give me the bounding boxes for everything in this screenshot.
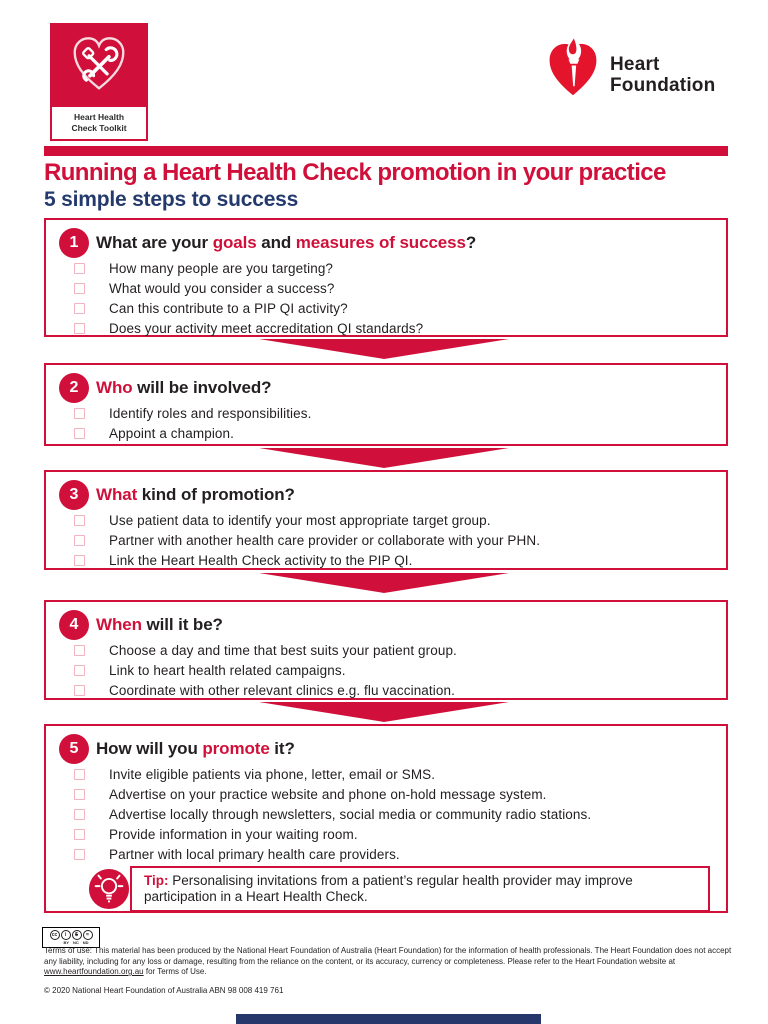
checkbox [74,428,85,439]
step-3-title [96,485,295,505]
step-3-box [44,470,728,570]
step-1-checklist [74,258,726,338]
checkbox [74,408,85,419]
step-3-title-part: kind of promotion? [137,485,295,504]
heart-tools-icon [63,28,135,100]
checklist-item [74,298,726,318]
checklist-item-label: How many people are you targeting? [109,260,334,276]
step-2-header [46,365,726,403]
toolkit-badge-label-line1: Heart Health [73,112,125,122]
step-1-title-part: What are your [96,233,213,252]
step-2-title-highlight: Who [96,378,133,397]
checklist-item-label: Choose a day and time that best suits your patient group. [109,642,457,658]
step-2-checklist [74,403,726,443]
step-2-title [96,378,271,398]
logo-line2: Foundation [610,75,716,96]
cc-icon: cc [50,930,60,940]
tip-callout [88,866,710,912]
step-4-title-part: will it be? [141,615,223,634]
step-2-number-badge: 2 [59,373,89,403]
step-1-title-highlight: measures of success [295,233,466,252]
checkbox [74,829,85,840]
step-4-number-badge: 4 [59,610,89,640]
next-page-edge [236,1014,541,1024]
checkbox [74,263,85,274]
checklist-item [74,844,726,864]
tip-text: Personalising invitations from a patient’s regular health provider may improve participation in a Heart Health Check. [144,873,633,904]
checklist-item-label: Link to heart health related campaigns. [109,662,346,678]
step-1-box [44,218,728,337]
checklist-item-label: Provide information in your waiting room. [109,826,358,842]
step-1-number-badge: 1 [59,228,89,258]
step-4-checklist [74,640,726,700]
checkbox [74,685,85,696]
checklist-item [74,764,726,784]
heart-torch-icon [546,36,600,104]
down-arrow-icon [259,339,509,359]
checklist-item [74,660,726,680]
down-arrow-icon [259,702,509,722]
step-5-number-badge: 5 [59,734,89,764]
checklist-item [74,530,726,550]
header-rule [44,146,728,156]
checklist-item [74,784,726,804]
cc-label-nc: NC [73,940,79,945]
checkbox [74,555,85,566]
checkbox [74,303,85,314]
step-1-title-part: and [256,233,296,252]
step-3-number-badge: 3 [59,480,89,510]
step-1-header [46,220,726,258]
checklist-item-label: Does your activity meet accreditation QI standards? [109,320,424,336]
step-4-title [96,615,223,635]
step-5-box [44,724,728,913]
cc-nd-icon: = [83,930,93,940]
checklist-item [74,318,726,338]
terms-text-suffix: for Terms of Use. [143,967,207,976]
step-1-title-part: ? [465,233,477,252]
cc-icons [50,930,93,940]
step-5-header [46,726,726,764]
step-5-title-part: How will you [96,739,203,758]
checklist-item-label: Partner with local primary health care providers. [109,846,400,862]
checklist-item [74,258,726,278]
heart-foundation-logo-text [610,54,715,104]
down-arrow-icon [259,573,509,593]
step-4-title-highlight: When [96,615,142,634]
step-3-title-highlight: What [96,485,138,504]
step-5-checklist [74,764,726,864]
checklist-item-label: Identify roles and responsibilities. [109,405,312,421]
checkbox [74,645,85,656]
checklist-item [74,680,726,700]
checklist-item-label: Link the Heart Health Check activity to the PIP QI. [109,552,413,568]
tip-label: Tip: [144,873,169,888]
checklist-item-label: Invite eligible patients via phone, letter, email or SMS. [109,766,436,782]
step-1-title-highlight: goals [212,233,257,252]
down-arrow-icon [259,448,509,468]
checklist-item [74,804,726,824]
toolkit-badge [50,23,148,141]
checkbox [74,283,85,294]
checklist-item [74,423,726,443]
checklist-item [74,824,726,844]
checklist-item-label: Coordinate with other relevant clinics e.g. flu vaccination. [109,682,455,698]
copyright-line: © 2020 National Heart Foundation of Australia ABN 98 008 419 761 [44,986,284,995]
step-4-header [46,602,726,640]
cc-label-by: BY [63,940,69,945]
cc-label-nd: ND [82,940,89,945]
checklist-item-label: Advertise on your practice website and phone on-hold message system. [109,786,547,802]
heart-foundation-logo [546,36,715,104]
page-title: Running a Heart Health Check promotion in your practice [44,159,666,186]
step-4-box [44,600,728,700]
terms-text: Terms of use: This material has been produced by the National Heart Foundation of Australia (Heart Foundation) for the information of health professionals. The Heart Foundation does not accept any liability, including for any loss or damage, resulting from the reliance on the content, or its accuracy, currency or completeness. Please refer to the Heart Foundation website at [44,946,732,966]
checklist-item-label: Advertise locally through newsletters, social media or community radio stations. [109,806,592,822]
checklist-item-label: Use patient data to identify your most appropriate target group. [109,512,491,528]
step-3-header [46,472,726,510]
step-3-checklist [74,510,726,570]
checklist-item-label: Partner with another health care provider or collaborate with your PHN. [109,532,541,548]
checklist-item [74,550,726,570]
checklist-item [74,510,726,530]
step-5-title [96,739,295,759]
checkbox [74,769,85,780]
checkbox [74,665,85,676]
checkbox [74,849,85,860]
cc-labels [63,940,88,945]
cc-nc-icon: $ [72,930,82,940]
toolkit-badge-square [50,23,148,105]
checklist-item-label: Can this contribute to a PIP QI activity? [109,300,348,316]
step-2-title-part: will be involved? [132,378,272,397]
checklist-item [74,640,726,660]
page-subtitle: 5 simple steps to success [44,188,299,211]
checklist-item-label: What would you consider a success? [109,280,335,296]
checkbox [74,535,85,546]
checkbox [74,789,85,800]
lightbulb-icon [88,868,130,910]
cc-by-icon: i [61,930,71,940]
toolkit-badge-label [50,105,148,141]
tip-text-box [130,866,710,912]
checkbox [74,323,85,334]
toolkit-badge-label-line2: Check Toolkit [71,123,127,133]
checkbox [74,809,85,820]
step-1-title [96,233,476,253]
checklist-item-label: Appoint a champion. [109,425,234,441]
logo-line1: Heart [610,54,660,75]
checkbox [74,515,85,526]
checklist-item [74,403,726,423]
heartfoundation-link[interactable]: www.heartfoundation.org.au [44,967,144,976]
checklist-item [74,278,726,298]
terms-of-use [44,946,732,978]
step-5-title-part: it? [269,739,295,758]
step-2-box [44,363,728,446]
creative-commons-badge [42,927,100,948]
step-5-title-highlight: promote [202,739,270,758]
